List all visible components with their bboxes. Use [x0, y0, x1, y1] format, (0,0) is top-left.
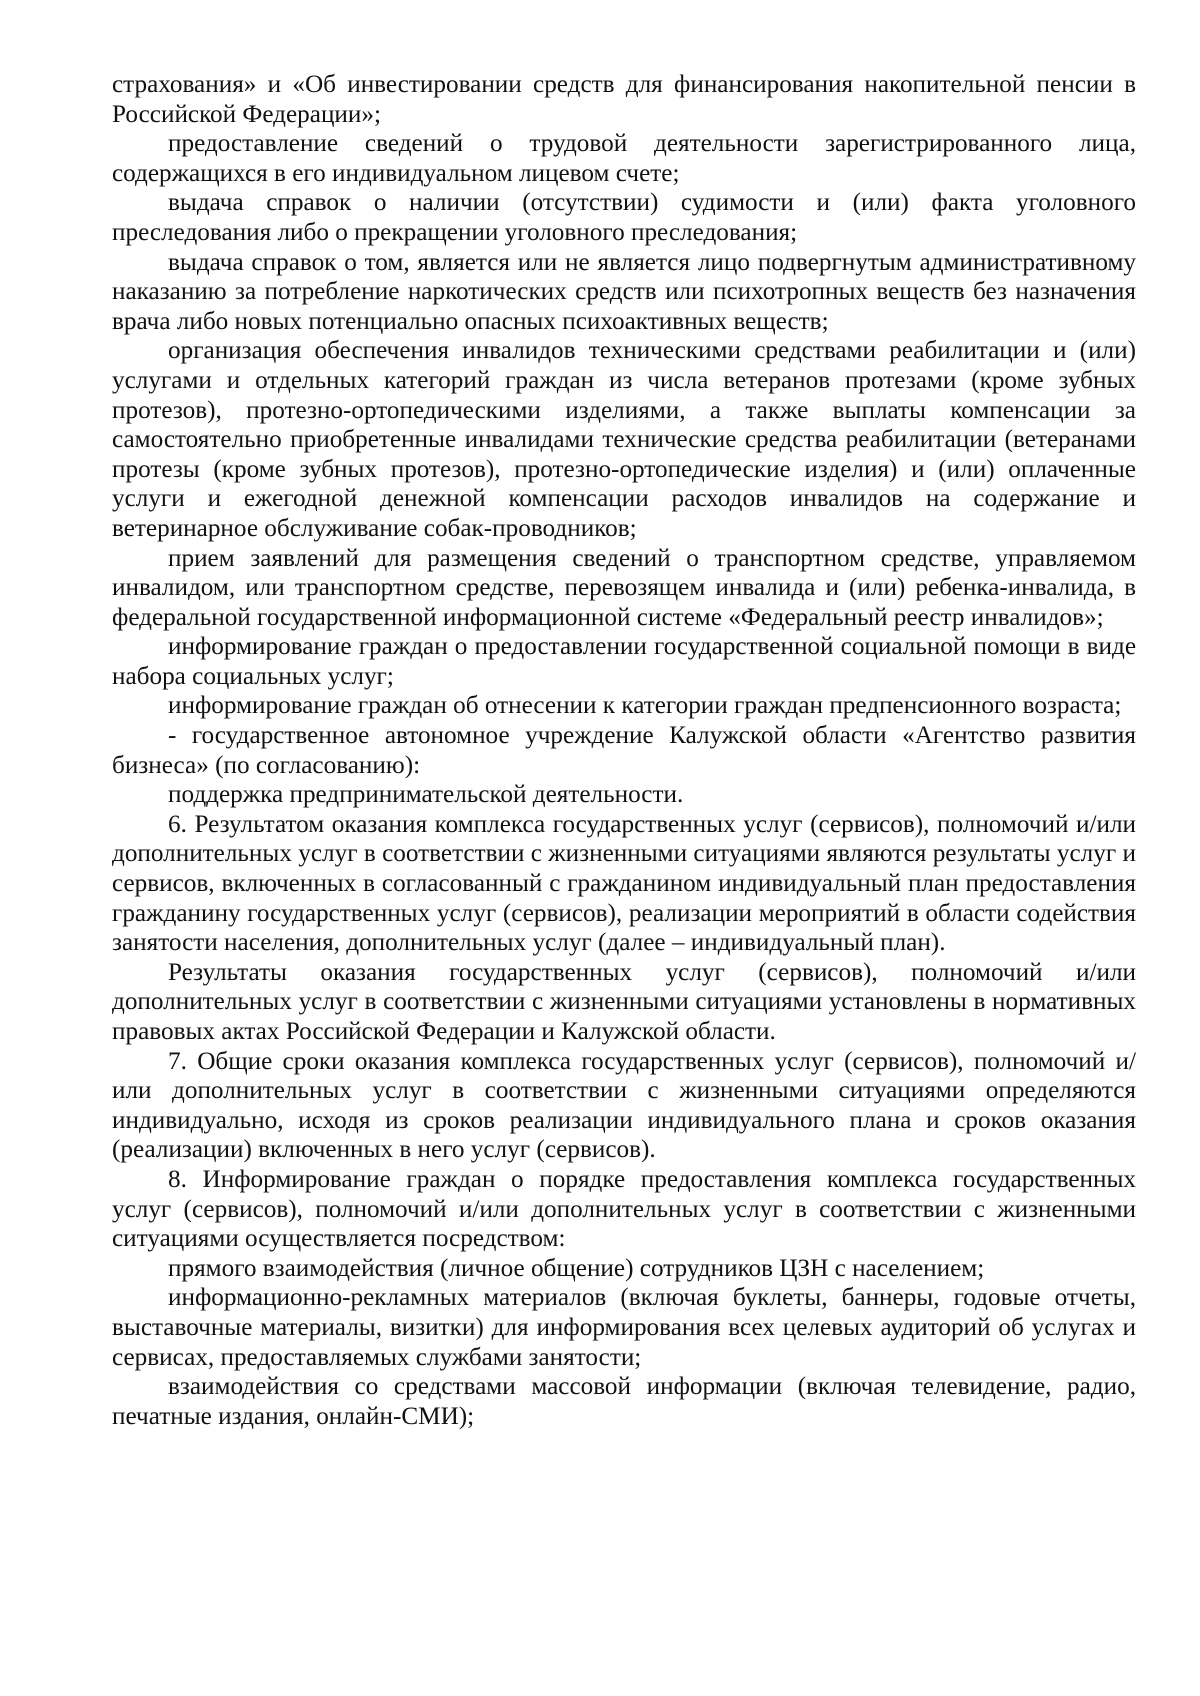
paragraph-8: информирование граждан об отнесении к категории граждан предпенсионного возраста; — [168, 692, 1122, 720]
paragraph-10: поддержка предпринимательской деятельности. — [168, 781, 684, 809]
paragraph-5: организация обеспечения инвалидов техническими средствами реабилитации и (или) услугами и отдельных категорий граждан из числа ветеранов протезами (кроме зубных протезов), протезно-ортопедическими изделиями, а также выплаты компенсации за самостоятельно приобретенные инвалидами технические средства реабилитации (ветеранами протезы (кроме зубных протезов), протезно-ортопедические изделия) и (или) оплаченные услуги и ежегодной денежной компенсации расходов инвалидов на содержание и ветеринарное обслуживание собак-проводников; — [112, 337, 1136, 542]
paragraph-14: 8. Информирование граждан о порядке предоставления комплекса государственных услуг (сервисов), полномочий и/или дополнительных услуг в соответствии с жизненными ситуациями осуществляется посредством: — [112, 1165, 1136, 1253]
document-page — [112, 70, 1136, 1431]
paragraph-12: Результаты оказания государственных услуг (сервисов), полномочий и/или дополнительных услуг в соответствии с жизненными ситуациями установлены в нормативных правовых актах Российской Федерации и Калужской области. — [112, 958, 1136, 1045]
paragraph-1: страхования» и «Об инвестировании средств для финансирования накопительной пенсии в Российской Федерации»; — [112, 71, 1136, 128]
paragraph-13: 7. Общие сроки оказания комплекса государственных услуг (сервисов), полномочий и/или дополнительных услуг в соответствии с жизненными ситуациями определяются индивидуально, исходя из сроков реализации индивидуального плана и сроков оказания (реализации) включенных в него услуг (сервисов). — [112, 1047, 1136, 1164]
paragraph-7: информирование граждан о предоставлении государственной социальной помощи в виде набора социальных услуг; — [112, 633, 1136, 690]
paragraph-9: - государственное автономное учреждение Калужской области «Агентство развития бизнеса» (по согласованию): — [112, 722, 1136, 779]
paragraph-11: 6. Результатом оказания комплекса государственных услуг (сервисов), полномочий и/или дополнительных услуг в соответствии с жизненными ситуациями являются результаты услуг и сервисов, включенных в согласованный с гражданином индивидуальный план предоставления гражданину государственных услуг (сервисов), реализации мероприятий в области содействия занятости населения, дополнительных услуг (далее – индивидуальный план). — [112, 810, 1136, 957]
paragraph-3: выдача справок о наличии (отсутствии) судимости и (или) факта уголовного преследования либо о прекращении уголовного преследования; — [112, 189, 1136, 246]
paragraph-16: информационно-рекламных материалов (включая буклеты, баннеры, годовые отчеты, выставочные материалы, визитки) для информирования всех целевых аудиторий об услугах и сервисах, предоставляемых службами занятости; — [112, 1284, 1136, 1371]
paragraph-6: прием заявлений для размещения сведений о транспортном средстве, управляемом инвалидом, или транспортном средстве, перевозящем инвалида и (или) ребенка-инвалида, в федеральной государственной информационной системе «Федеральный реестр инвалидов»; — [112, 544, 1136, 631]
paragraph-4: выдача справок о том, является или не является лицо подвергнутым административному наказанию за потребление наркотических средств или психотропных веществ без назначения врача либо новых потенциально опасных психоактивных веществ; — [112, 248, 1136, 335]
paragraph-2: предоставление сведений о трудовой деятельности зарегистрированного лица, содержащихся в его индивидуальном лицевом счете; — [112, 130, 1136, 187]
paragraph-17: взаимодействия со средствами массовой информации (включая телевидение, радио, печатные издания, онлайн-СМИ); — [112, 1373, 1136, 1430]
paragraph-15: прямого взаимодействия (личное общение) сотрудников ЦЗН с населением; — [168, 1254, 985, 1282]
